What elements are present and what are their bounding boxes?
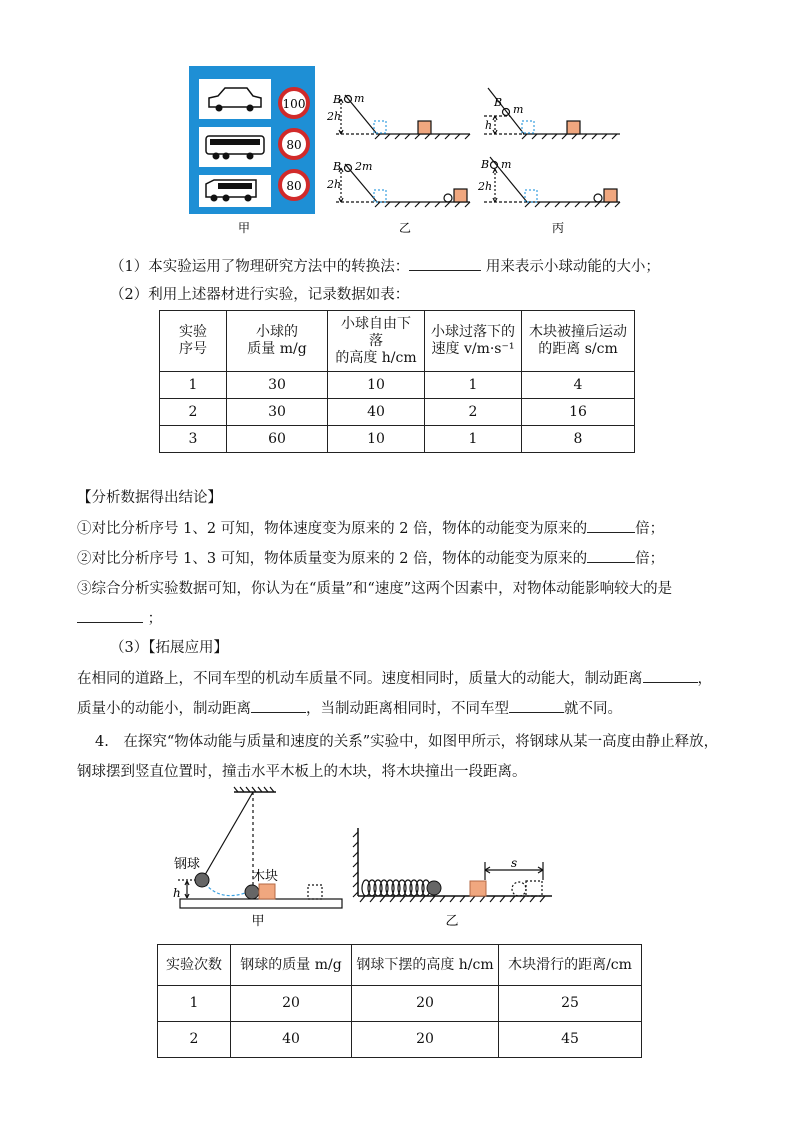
bottom-figure xyxy=(0,780,800,940)
question-1 xyxy=(110,255,660,276)
q3-line-2: 质量小的动能小，制动距离 ，当制动距离相同时，不同车型 就不同。 xyxy=(77,697,622,718)
bing-top-height-label: h xyxy=(485,119,493,132)
conclusion-1: ①对比分析序号 1、2 可知，物体速度变为原来的 2 倍，物体的动能变为原来的 倍； xyxy=(77,517,664,538)
question-2: （2）利用上述器材进行实验，记录数据如表： xyxy=(110,287,410,303)
table2-header-4: 木块滑行的距离/cm xyxy=(499,945,642,986)
distance-label: s xyxy=(511,856,518,870)
top-figure xyxy=(0,60,800,240)
q4-line-1: 4. 在探究“物体动能与质量和速度的关系”实验中，如图甲所示，将钢球从某一高度由静止释放， xyxy=(95,734,719,750)
answer-blank[interactable] xyxy=(587,548,635,563)
bing-top-mass-label: m xyxy=(513,103,524,116)
yi-top-ball-label: B xyxy=(333,93,342,106)
table1-header-2: 小球的 质量 m/g xyxy=(227,311,328,372)
speed-limit-3: 80 xyxy=(286,179,302,193)
yi-bottom-mass-label: 2m xyxy=(355,160,373,173)
yi-top-mass-label: m xyxy=(354,92,365,105)
caption-yi-bottom: 乙 xyxy=(445,914,459,929)
steel-ball-icon xyxy=(427,881,441,895)
ramp-diagram-bing-top xyxy=(484,88,620,139)
block-label: 木块 xyxy=(252,869,279,884)
table2-header-3: 钢球下摆的高度 h/cm xyxy=(352,945,499,986)
table2-header-2: 钢球的质量 m/g xyxy=(231,945,352,986)
ball-label: 钢球 xyxy=(174,857,201,872)
traffic-sign-board xyxy=(189,66,315,214)
conclusion-3: ③综合分析实验数据可知，你认为在“质量”和“速度”这两个因素中，对物体动能影响较大的是 xyxy=(77,581,673,597)
table-row: 1 20 20 25 xyxy=(158,986,642,1022)
table1-header-3: 小球自由下 落 的高度 h/cm xyxy=(328,311,425,372)
table1-header-1: 实验 序号 xyxy=(160,311,227,372)
yi-top-height-label: 2h xyxy=(327,110,342,123)
table1-header-5: 木块被撞后运动 的距离 s/cm xyxy=(522,311,635,372)
car-icon xyxy=(199,79,271,119)
q3-line-1: 在相同的道路上，不同车型的机动车质量不同。速度相同时，质量大的动能大，制动距离 ， xyxy=(77,667,712,688)
bing-top-ball-label: B xyxy=(494,96,503,109)
steel-ball-icon xyxy=(195,873,209,887)
spring-icon xyxy=(362,880,430,896)
bing-bottom-mass-label: m xyxy=(501,158,512,171)
yi-bottom-height-label: 2h xyxy=(327,178,342,191)
conclusion-3-answer: ； xyxy=(77,607,162,628)
bing-bottom-height-label: 2h xyxy=(478,180,493,193)
table1-header-4: 小球过落下的 速度 v/m·s⁻¹ xyxy=(425,311,522,372)
q3-title: （3）【拓展应用】 xyxy=(110,640,228,656)
height-label: h xyxy=(173,886,181,900)
table-row: 2 40 20 45 xyxy=(158,1022,642,1058)
yi-bottom-ball-label: B xyxy=(333,160,342,173)
speed-limit-1: 100 xyxy=(282,97,306,111)
data-table-2 xyxy=(157,944,642,1058)
data-table-1 xyxy=(159,310,635,453)
table-row: 2 30 40 2 16 xyxy=(160,399,635,426)
answer-blank[interactable] xyxy=(251,698,306,713)
caption-jia: 甲 xyxy=(237,221,251,235)
wood-block-icon xyxy=(259,884,275,899)
answer-blank[interactable] xyxy=(509,698,564,713)
caption-bing: 丙 xyxy=(551,221,565,235)
table-row: 3 60 10 1 8 xyxy=(160,426,635,453)
spring-diagram xyxy=(353,828,552,902)
caption-yi: 乙 xyxy=(398,221,412,235)
steel-ball-icon xyxy=(245,885,259,899)
q1-suffix: 用来表示小球动能的大小； xyxy=(485,259,660,275)
q4-line-2: 钢球摆到竖直位置时，撞击水平木板上的木块，将木块撞出一段距离。 xyxy=(77,764,527,780)
answer-blank[interactable] xyxy=(77,608,143,623)
answer-blank[interactable] xyxy=(643,668,698,683)
wood-block-icon xyxy=(470,881,486,896)
bus-icon xyxy=(199,127,271,167)
table2-header-1: 实验次数 xyxy=(158,945,231,986)
conclusion-2: ②对比分析序号 1、3 可知，物体质量变为原来的 2 倍，物体的动能变为原来的 倍； xyxy=(77,547,664,568)
analysis-title: 【分析数据得出结论】 xyxy=(77,490,222,506)
table-row: 1 30 10 1 4 xyxy=(160,372,635,399)
answer-blank[interactable] xyxy=(409,256,481,271)
q1-prefix: （1）本实验运用了物理研究方法中的转换法： xyxy=(110,259,410,275)
answer-blank[interactable] xyxy=(587,518,635,533)
caption-jia-bottom: 甲 xyxy=(251,914,265,929)
bing-bottom-ball-label: B xyxy=(481,158,490,171)
speed-limit-2: 80 xyxy=(286,138,302,152)
